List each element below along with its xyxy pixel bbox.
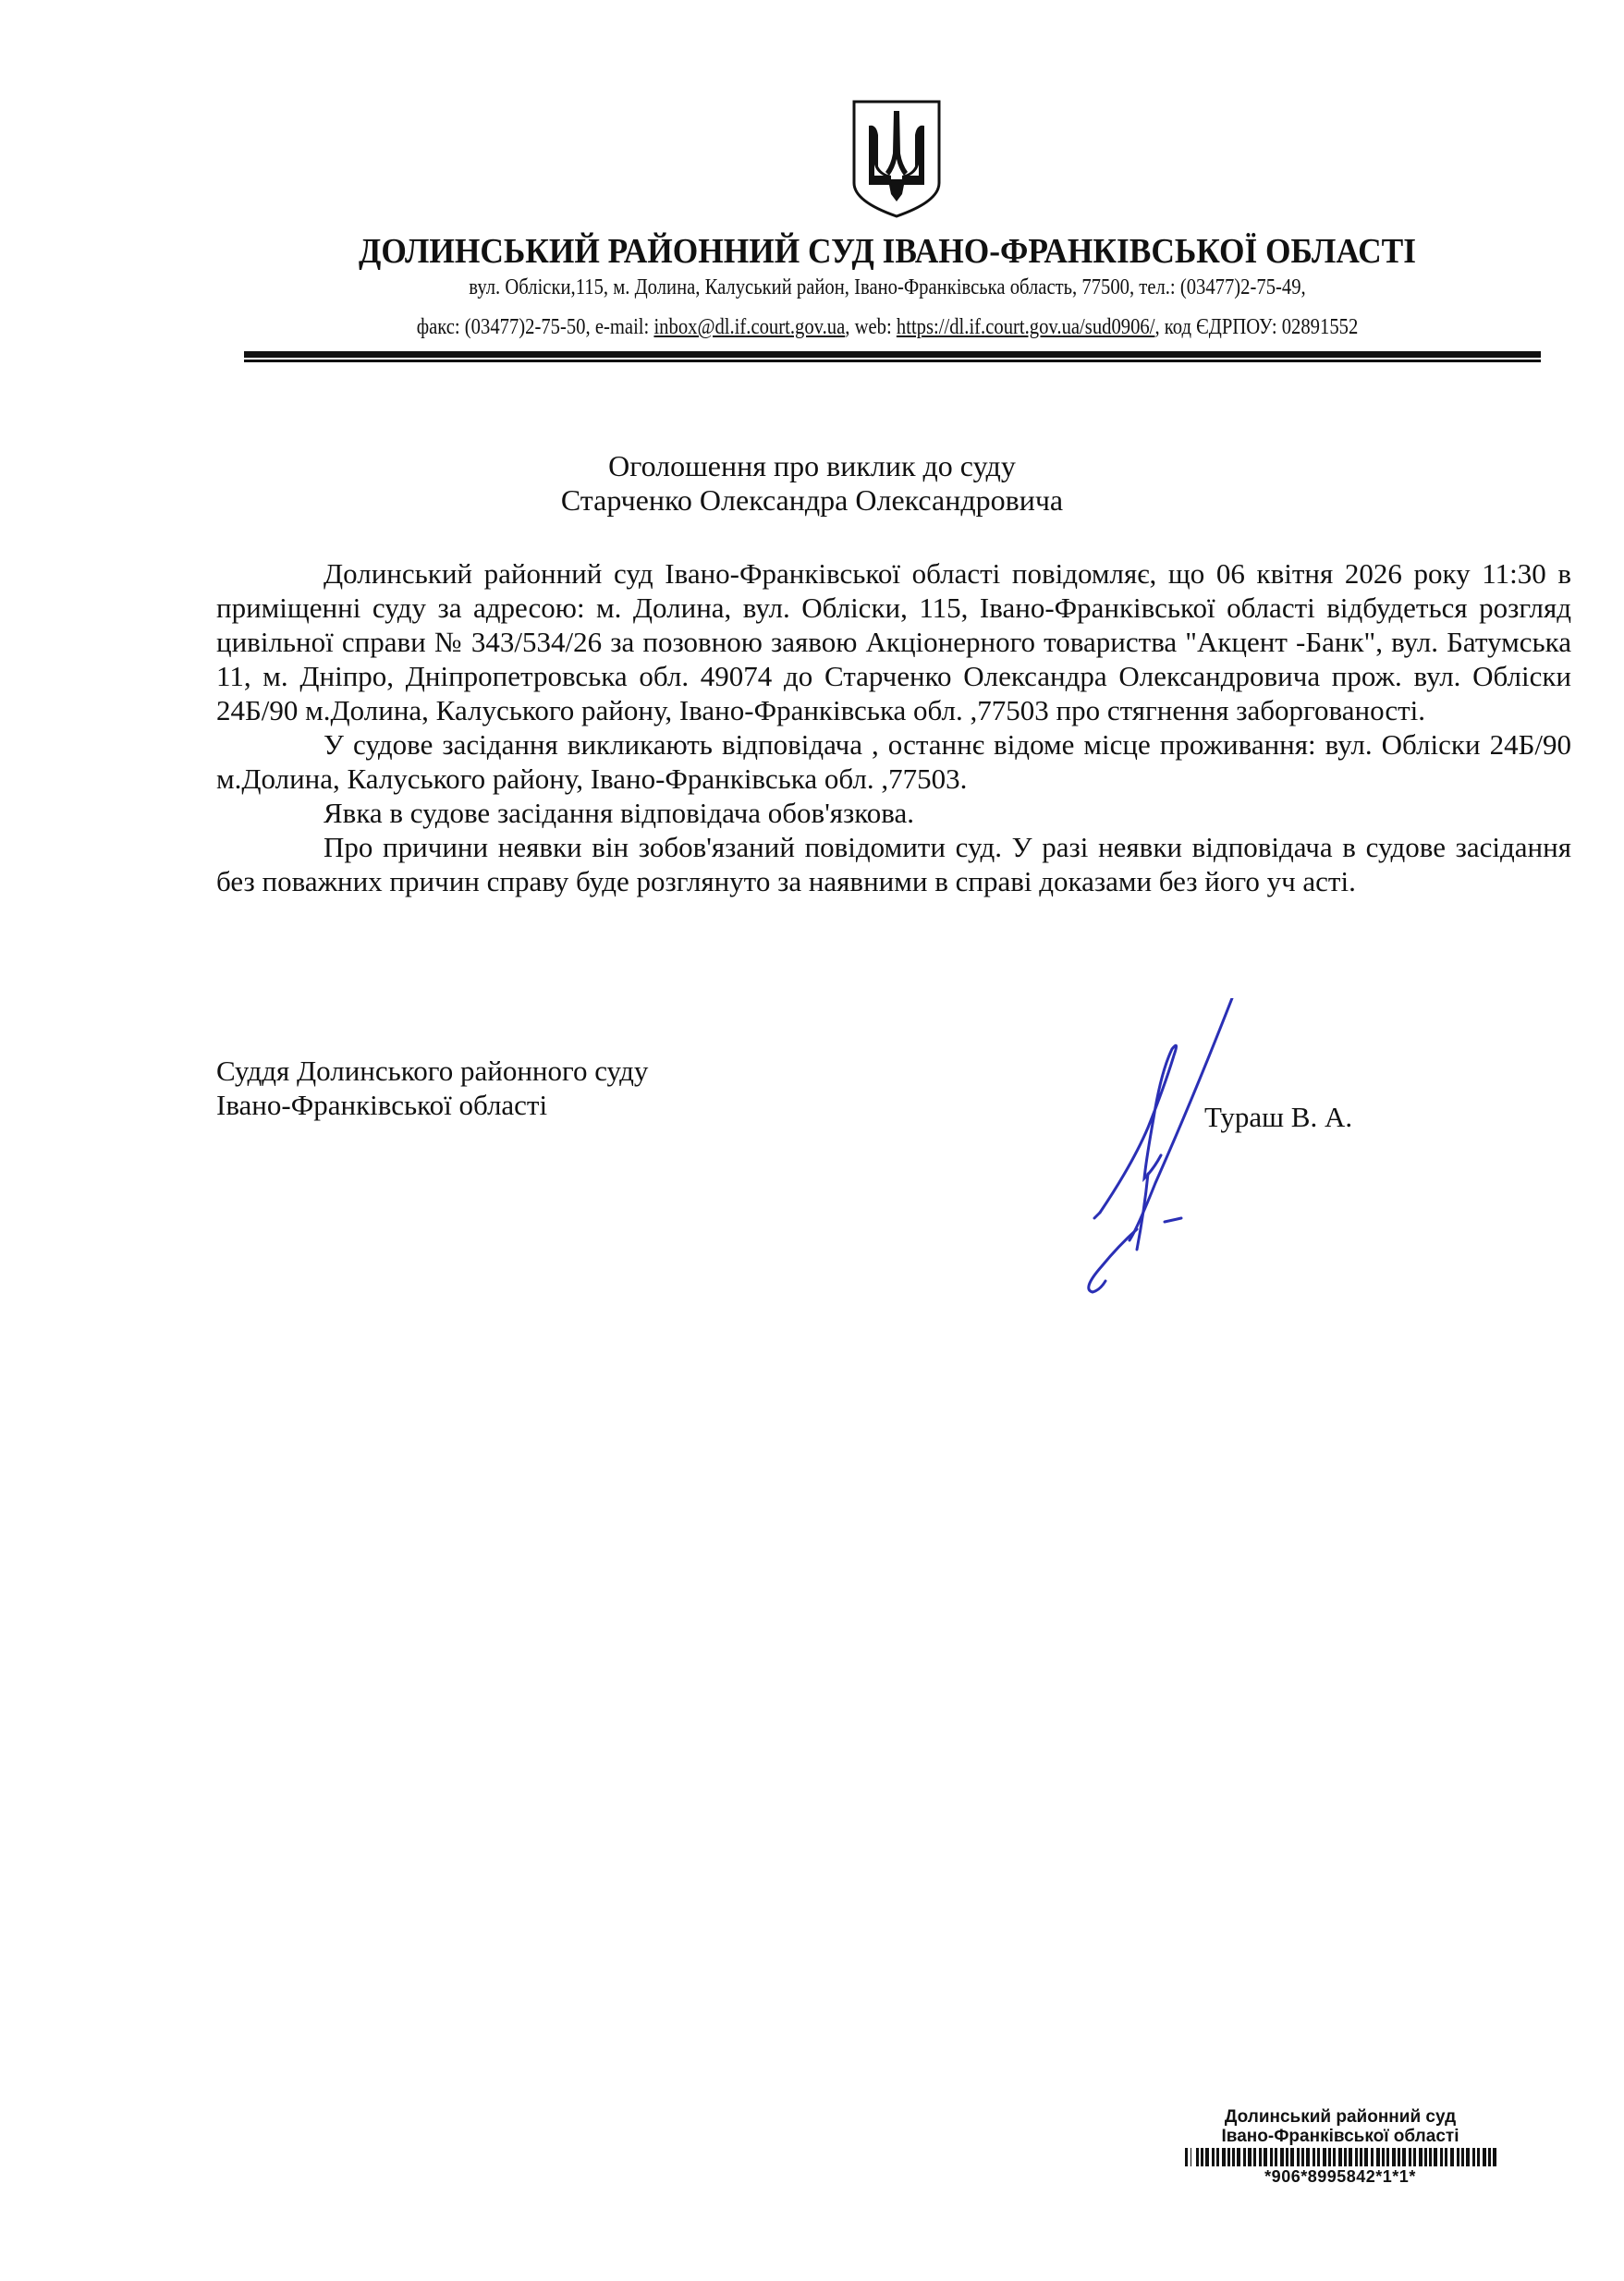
website-link[interactable]: https://dl.if.court.gov.ua/sud0906/ xyxy=(896,315,1155,339)
barcode-bar xyxy=(1493,2148,1496,2166)
document-title xyxy=(0,449,1624,518)
edrpou-code: , код ЄДРПОУ: 02891552 xyxy=(1154,315,1359,339)
registration-stamp xyxy=(1118,2107,1562,2186)
stamp-court-line2: Івано-Франківської області xyxy=(1221,2127,1459,2146)
court-contacts xyxy=(323,315,1451,340)
web-label: , web: xyxy=(845,315,897,339)
header-divider xyxy=(244,351,1541,363)
judge-position-line2: Івано-Франківської області xyxy=(216,1089,548,1121)
fax-text: факс: (03477)2-75-50, e-mail: xyxy=(416,315,654,339)
paragraph-attendance: Явка в судове засідання відповідача обов'язкова. xyxy=(324,797,915,829)
judge-position-line1: Суддя Долинського районного суду xyxy=(216,1055,649,1087)
title-line-name: Старченко Олександра Олександровича xyxy=(560,483,1064,517)
court-name-heading: ДОЛИНСЬКИЙ РАЙОННИЙ СУД ІВАНО-ФРАНКІВСЬКОЇ ОБЛАСТІ xyxy=(359,232,1416,271)
paragraph-hearing-details: Долинський районний суд Івано-Франківської області повідомляє, що 06 квітня 2026 року 11:30 в приміщенні суду за адресою: м. Долина, вул. Обліски, 115, Івано-Франківської області відбудеться розгляд цивільної справи № 343/534/26 за позовною заявою Акціонерного товариства "Акцент -Банк", вул. Батумська 11, м. Дніпро, Дніпропетровська обл. 49074 до Старченко Олександра Олександровича прож. вул. Обліски 24Б/90 м.Долина, Калуського району, Івано-Франківська обл. ,77503 про стягнення заборгованості. xyxy=(216,557,1571,726)
coat-of-arms-icon xyxy=(850,98,943,220)
notice-body xyxy=(216,556,1571,898)
paragraph-absence-consequences: Про причини неявки він зобов'язаний повідомити суд. У разі неявки відповідача в судове засідання без поважних причин справу буде розглянуто за наявними в справі доказами без його уч асті. xyxy=(216,831,1571,897)
court-address: вул. Обліски,115, м. Долина, Калуський район, Івано-Франківська область, 77500, тел.: (03477)2-75-49, xyxy=(469,275,1306,299)
email-link[interactable]: inbox@dl.if.court.gov.ua xyxy=(653,315,846,339)
barcode xyxy=(1118,2148,1562,2166)
judge-name: Тураш В. А. xyxy=(1204,1101,1353,1133)
judge-position xyxy=(216,1054,648,1122)
handwritten-signature xyxy=(1044,998,1285,1303)
stamp-court-line1: Долинський районний суд xyxy=(1224,2107,1457,2127)
barcode-number: *906*8995842*1*1* xyxy=(1264,2167,1416,2186)
title-line-announcement: Оголошення про виклик до суду xyxy=(608,449,1016,482)
paragraph-summons: У судове засідання викликають відповідача , останнє відоме місце проживання: вул. Обліски 24Б/90 м.Долина, Калуського району, Івано-Франківська обл. ,77503. xyxy=(216,728,1571,795)
